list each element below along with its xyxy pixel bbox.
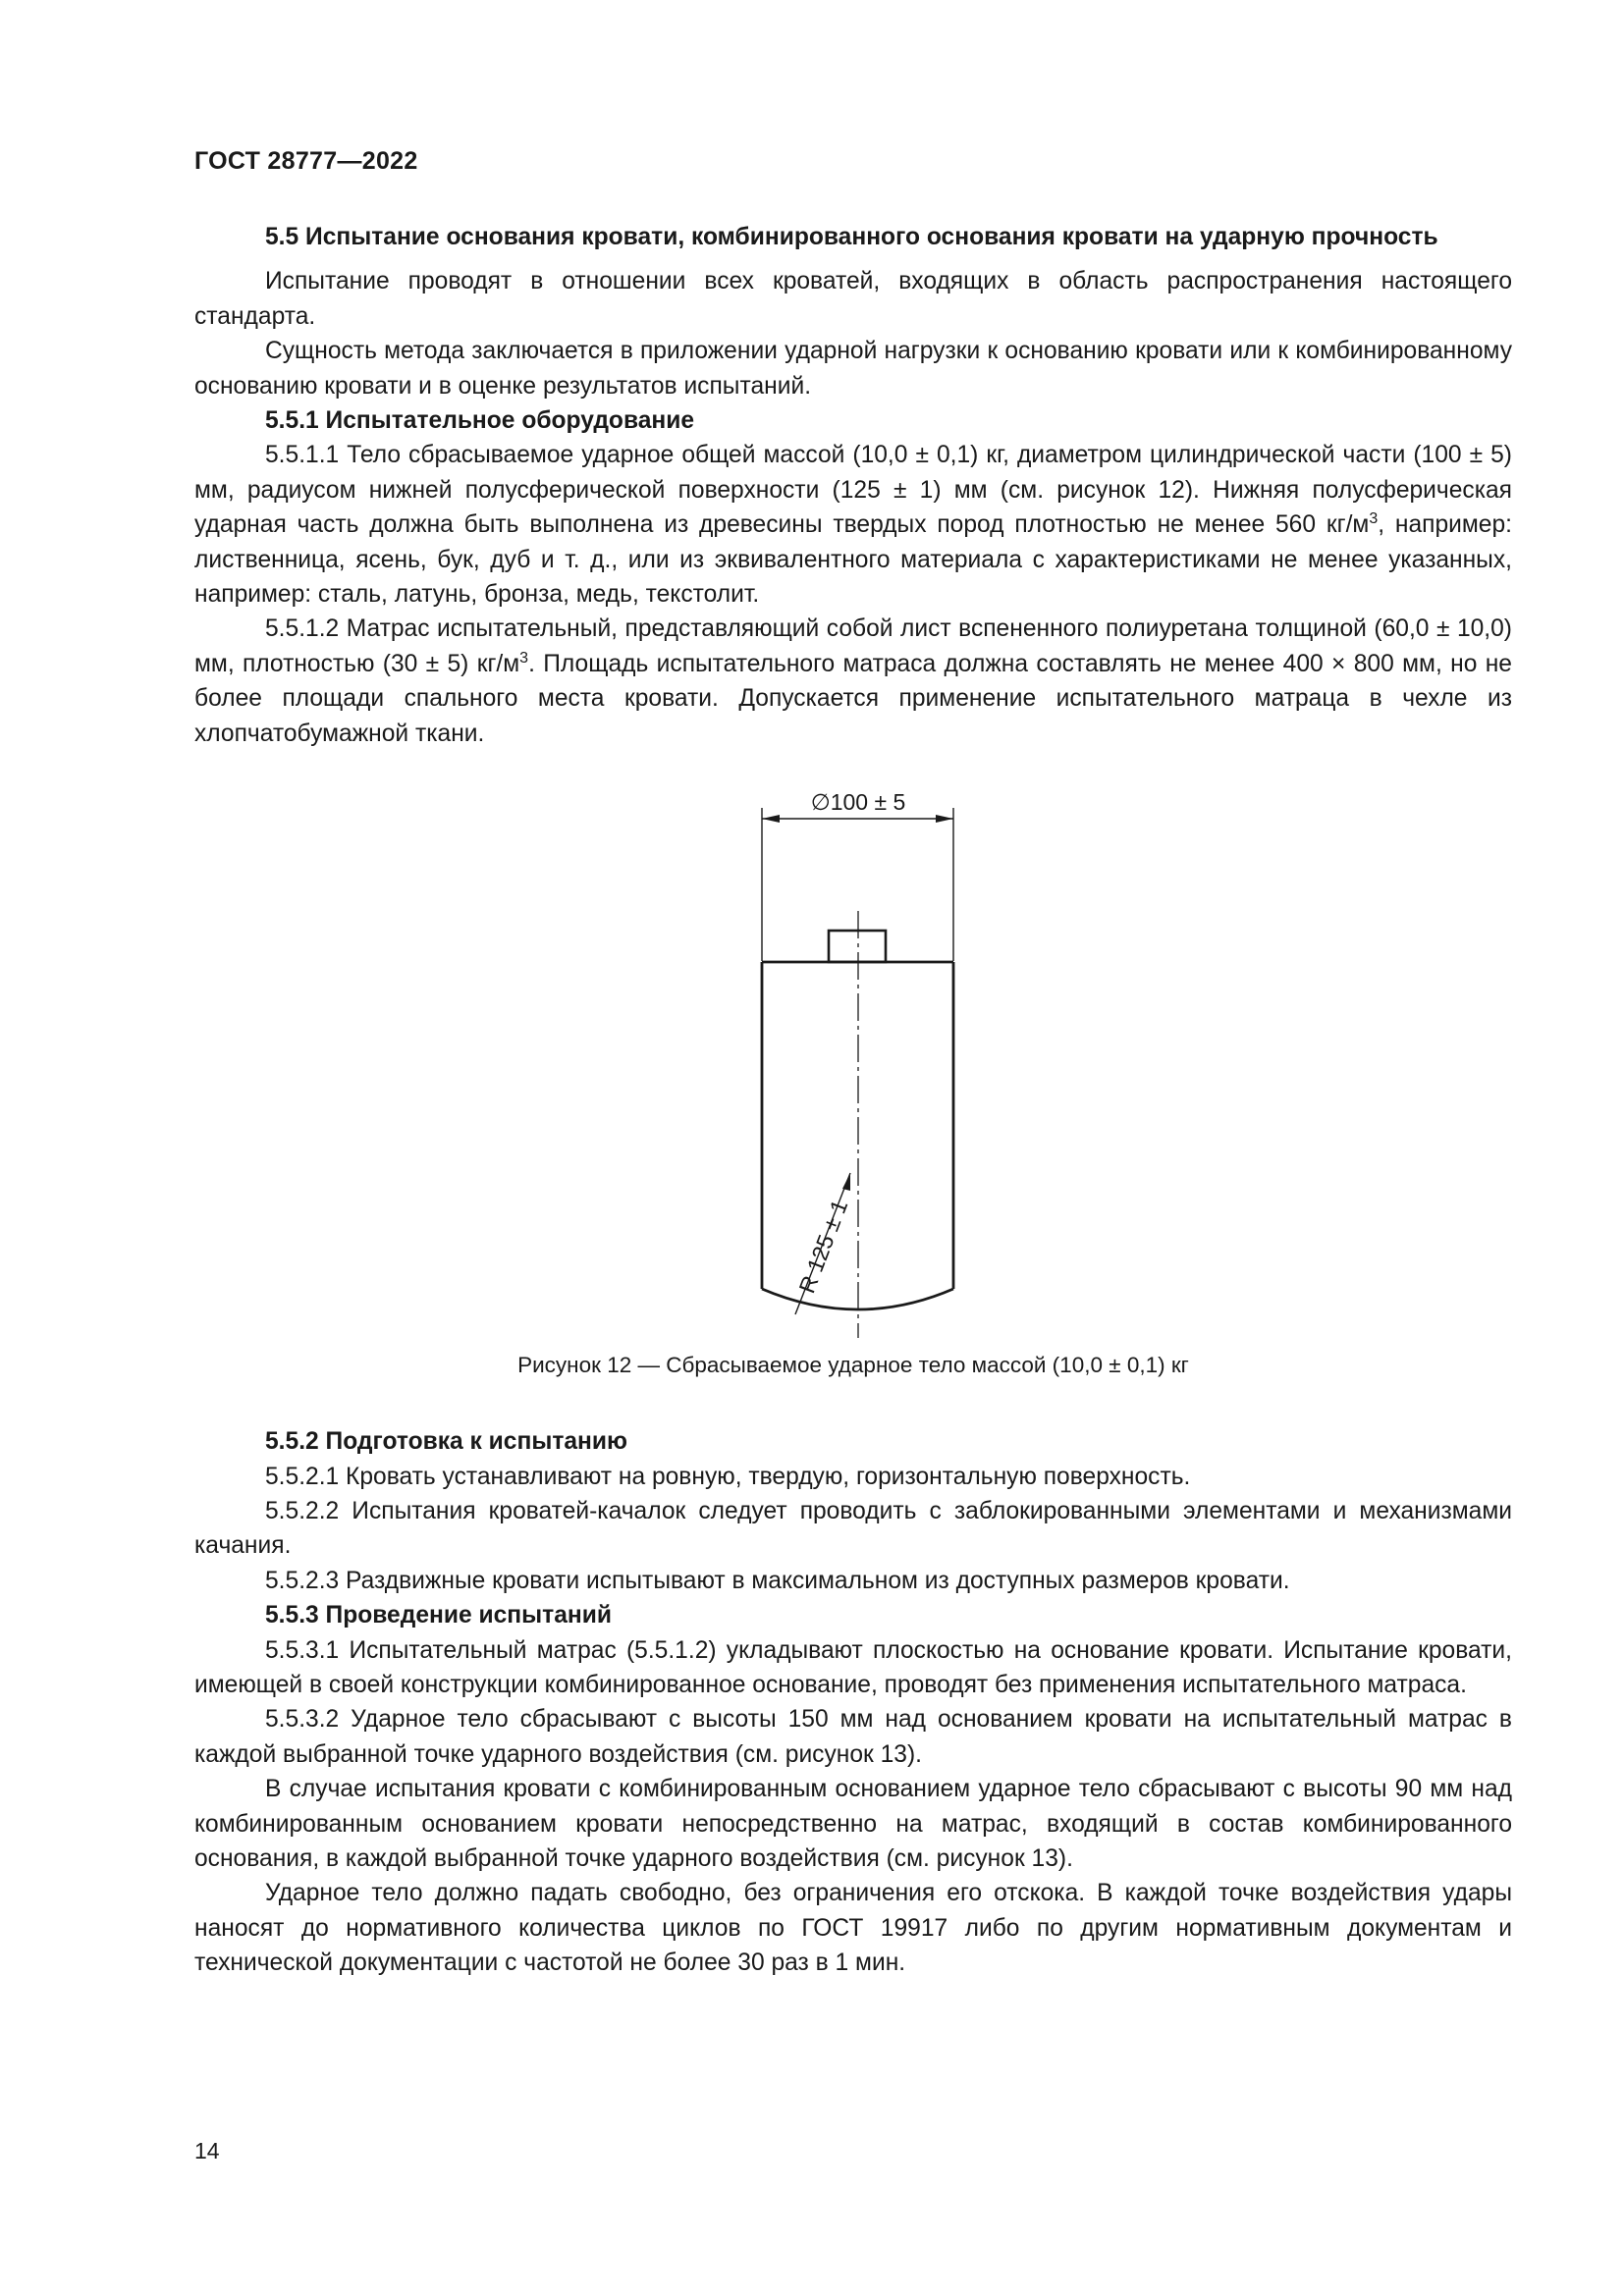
paragraph-5-5-1-2 bbox=[194, 612, 1512, 751]
superscript: 3 bbox=[519, 649, 529, 667]
paragraph-5-5-1-1 bbox=[194, 438, 1512, 612]
arrow-left-icon bbox=[762, 815, 780, 823]
page-number: 14 bbox=[194, 2138, 220, 2163]
radius-dimension-label: R 125 ± 1 bbox=[793, 1196, 853, 1297]
figure-12 bbox=[194, 788, 1512, 1378]
section-5-5-title: 5.5 Испытание основания кровати, комбинированного основания кровати на ударную прочность bbox=[265, 224, 1438, 250]
top-knob bbox=[829, 931, 886, 962]
figure-caption: Рисунок 12 — Сбрасываемое ударное тело массой (10,0 ± 0,1) кг bbox=[517, 1353, 1189, 1378]
paragraph: Испытание проводят в отношении всех кроватей, входящих в область распространения настоящего стандарта. bbox=[194, 268, 1512, 330]
paragraph: 5.5.3.2 Ударное тело сбрасывают с высоты 150 мм над основанием кровати на испытательный матрас в каждой выбранной точке ударного воздействия (см. рисунок 13). bbox=[194, 1706, 1512, 1768]
paragraph: 5.5.2.3 Раздвижные кровати испытывают в максимальном из доступных размеров кровати. bbox=[265, 1567, 1290, 1594]
paragraph: 5.5.3.1 Испытательный матрас (5.5.1.2) укладывают плоскостью на основание кровати. Испытание кровати, имеющей в своей конструкции комбинированное основание, проводят без применения испытательного матраса. bbox=[194, 1636, 1512, 1698]
paragraph: 5.5.2.2 Испытания кроватей-качалок следует проводить с заблокированными элементами и механизмами качания. bbox=[194, 1497, 1512, 1560]
text-span: , например: лиственница, ясень, бук, дуб и т. д., или из эквивалентного материала с характеристиками не менее указанных, например: сталь, латунь, бронза, медь, текстолит. bbox=[194, 511, 1512, 609]
text-span: . Площадь испытательного матраса должна составлять не менее 400 × 800 мм, но не более площади спального места кровати. Допускается применение испытательного матраца в чехле из хлопчатобумажной ткани. bbox=[194, 650, 1512, 747]
superscript: 3 bbox=[1369, 510, 1379, 528]
section-5-5-1-title: 5.5.1 Испытательное оборудование bbox=[265, 407, 695, 435]
text-span: 5.5.1.2 Матрас испытательный, представляющий собой лист вспененного полиуретана толщиной (60,0 ± 10,0) мм, плотностью (30 ± 5) кг/м bbox=[194, 615, 1512, 677]
text-span: 5.5.1.1 Тело сбрасываемое ударное общей массой (10,0 ± 0,1) кг, диаметром цилиндрической части (100 ± 5) мм, радиусом нижней полусферической поверхности (125 ± 1) мм (см. рисунок 12). Нижняя полусферическая ударная часть должна быть выполнена из древесины твердых пород плотностью не менее 560 кг/м bbox=[194, 442, 1512, 539]
paragraph: Ударное тело должно падать свободно, без ограничения его отскока. В каждой точке воздействия удары наносят до нормативного количества циклов по ГОСТ 19917 либо по другим нормативным документам и технической документации с частотой не более 30 раз в 1 мин. bbox=[194, 1880, 1512, 1977]
document-code-header: ГОСТ 28777—2022 bbox=[194, 147, 418, 175]
impact-body-drawing bbox=[194, 788, 1512, 1338]
lower-sections bbox=[194, 1424, 1512, 1981]
paragraph: Сущность метода заключается в приложении ударной нагрузки к основанию кровати или к комбинированному основанию кровати и в оценке результатов испытаний. bbox=[194, 338, 1512, 400]
paragraph: 5.5.2.1 Кровать устанавливают на ровную, твердую, горизонтальную поверхность. bbox=[265, 1463, 1191, 1490]
arrow-right-icon bbox=[936, 815, 953, 823]
section-5-5-3-title: 5.5.3 Проведение испытаний bbox=[265, 1602, 612, 1629]
radius-arrow-icon bbox=[842, 1173, 850, 1191]
paragraph: В случае испытания кровати с комбинированным основанием ударное тело сбрасывают с высоты 90 мм над комбинированным основанием кровати непосредственно на матрас, входящий в состав комбинированного основания, в каждой выбранной точке ударного воздействия (см. рисунок 13). bbox=[194, 1776, 1512, 1872]
page-content bbox=[194, 220, 1512, 1981]
section-5-5-2-title: 5.5.2 Подготовка к испытанию bbox=[265, 1428, 628, 1456]
diameter-dimension-label: ∅100 ± 5 bbox=[810, 789, 906, 816]
